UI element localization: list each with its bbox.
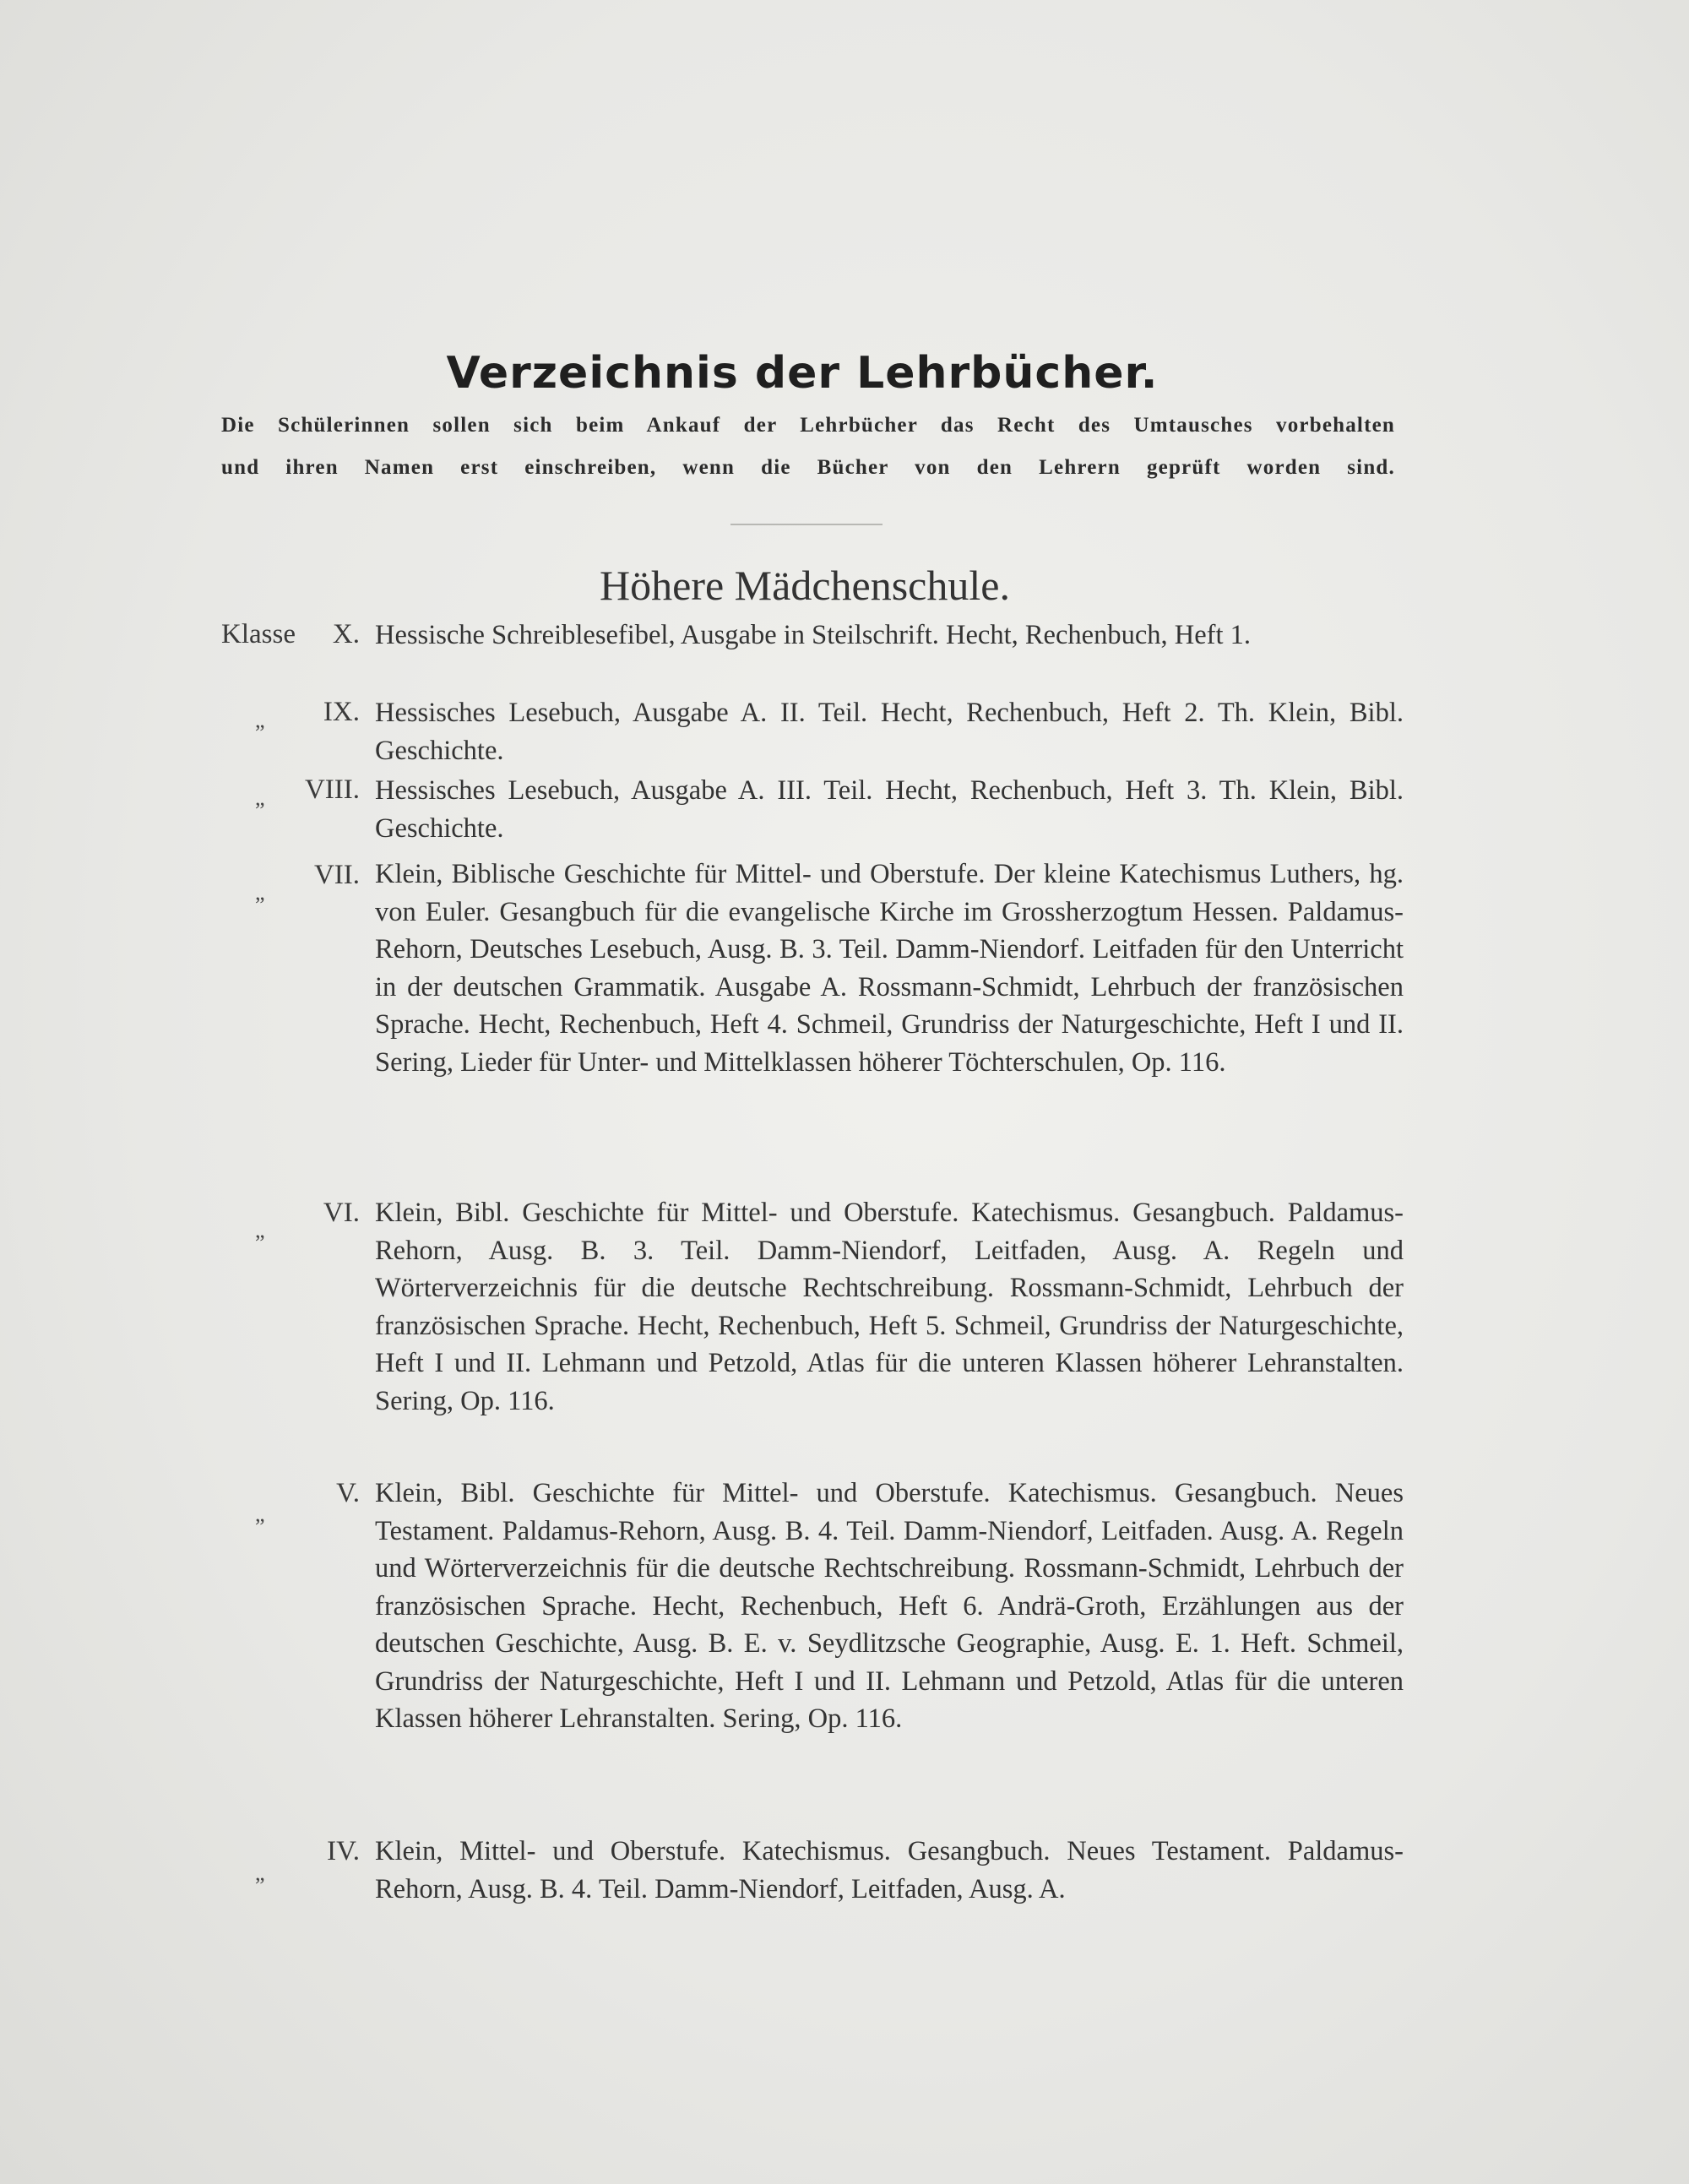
entry-text: Hessische Schreiblesefibel, Ausgabe in Steilschrift. Hecht, Rechenbuch, Heft 1.	[375, 620, 1252, 650]
ditto-mark: „	[255, 1502, 265, 1526]
entry-class-label: VI.	[323, 1198, 360, 1228]
entry-text: Klein, Biblische Geschichte für Mittel- und Oberstufe. Der kleine Katechismus Luthers, hg. von Euler. Gesangbuch für die evangelische Kirche im Grossherzogtum Hessen. Paldamus-Rehorn, Deutsches Lesebuch, Ausg. B. 3. Teil. Damm-Niendorf. Leitfaden für den Unterricht in der deutschen Grammatik. Ausgabe A. Rossmann-Schmidt, Lehrbuch der französischen Sprache. Hecht, Rechenbuch, Heft 4. Schmeil, Grundriss der Naturgeschichte, Heft I und II. Sering, Lieder für Unter- und Mittelklassen höherer Töchterschulen, Op. 116.	[375, 859, 1404, 1078]
section-title: Höhere Mädchenschule.	[600, 562, 1010, 609]
page-title: Verzeichnis der Lehrbücher.	[446, 348, 1159, 399]
entry-text: Klein, Bibl. Geschichte für Mittel- und Oberstufe. Katechismus. Gesangbuch. Paldamus-Rehorn, Ausg. B. 3. Teil. Damm-Niendorf, Leitfaden, Ausg. A. Regeln und Wörterverzeichnis für die deutsche Rechtschreibung. Rossmann-Schmidt, Lehrbuch der französischen Sprache. Hecht, Rechenbuch, Heft 5. Schmeil, Grundriss der Naturgeschichte, Heft I und II. Lehmann und Petzold, Atlas für die unteren Klassen höherer Lehranstalten. Sering, Op. 116.	[375, 1198, 1404, 1416]
entry-class-label: V.	[336, 1478, 360, 1508]
entry-text: Klein, Bibl. Geschichte für Mittel- und Oberstufe. Katechismus. Gesangbuch. Neues Testament. Paldamus-Rehorn, Ausg. B. 4. Teil. Damm-Niendorf, Leitfaden. Ausg. A. Regeln und Wörterverzeichnis für die deutsche Rechtschreibung. Rossmann-Schmidt, Lehrbuch der französischen Sprache. Hecht, Rechenbuch, Heft 6. Andrä-Groth, Erzählungen aus der deutschen Geschichte, Ausg. B. E. v. Seydlitzsche Geographie, Ausg. E. 1. Heft. Schmeil, Grundriss der Naturgeschichte, Heft I und II. Lehmann und Petzold, Atlas für die unteren Klassen höherer Lehranstalten. Sering, Op. 116.	[375, 1478, 1404, 1734]
note-line-2: und ihren Namen erst einschreiben, wenn die Bücher von den Lehrern geprüft worden sind.	[221, 456, 1395, 479]
entry-text: Hessisches Lesebuch, Ausgabe A. III. Teil. Hecht, Rechenbuch, Heft 3. Th. Klein, Bibl. Geschichte.	[375, 775, 1404, 844]
entry-text: Hessisches Lesebuch, Ausgabe A. II. Teil. Hecht, Rechenbuch, Heft 2. Th. Klein, Bibl. Geschichte.	[375, 698, 1404, 766]
entry-class-label: VII.	[313, 860, 360, 890]
entry-prefix: Klasse	[221, 619, 296, 649]
ditto-mark: „	[255, 1861, 265, 1885]
separator-rule	[730, 524, 883, 525]
note-line-1: Die Schülerinnen sollen sich beim Ankauf der Lehrbücher das Recht des Umtausches vorbehalten	[221, 414, 1395, 437]
ditto-mark: „	[255, 880, 265, 905]
entry-class-label: IX.	[323, 697, 360, 727]
entry-text: Klein, Mittel- und Oberstufe. Katechismus. Gesangbuch. Neues Testament. Paldamus-Rehorn, Ausg. B. 4. Teil. Damm-Niendorf, Leitfaden, Ausg. A.	[375, 1836, 1404, 1904]
ditto-mark: „	[255, 1218, 265, 1242]
entry-class-label: VIII.	[304, 774, 360, 805]
ditto-mark: „	[255, 785, 265, 810]
entry-class-label: X.	[332, 619, 360, 649]
ditto-mark: „	[255, 708, 265, 732]
entry-class-label: IV.	[327, 1836, 360, 1866]
